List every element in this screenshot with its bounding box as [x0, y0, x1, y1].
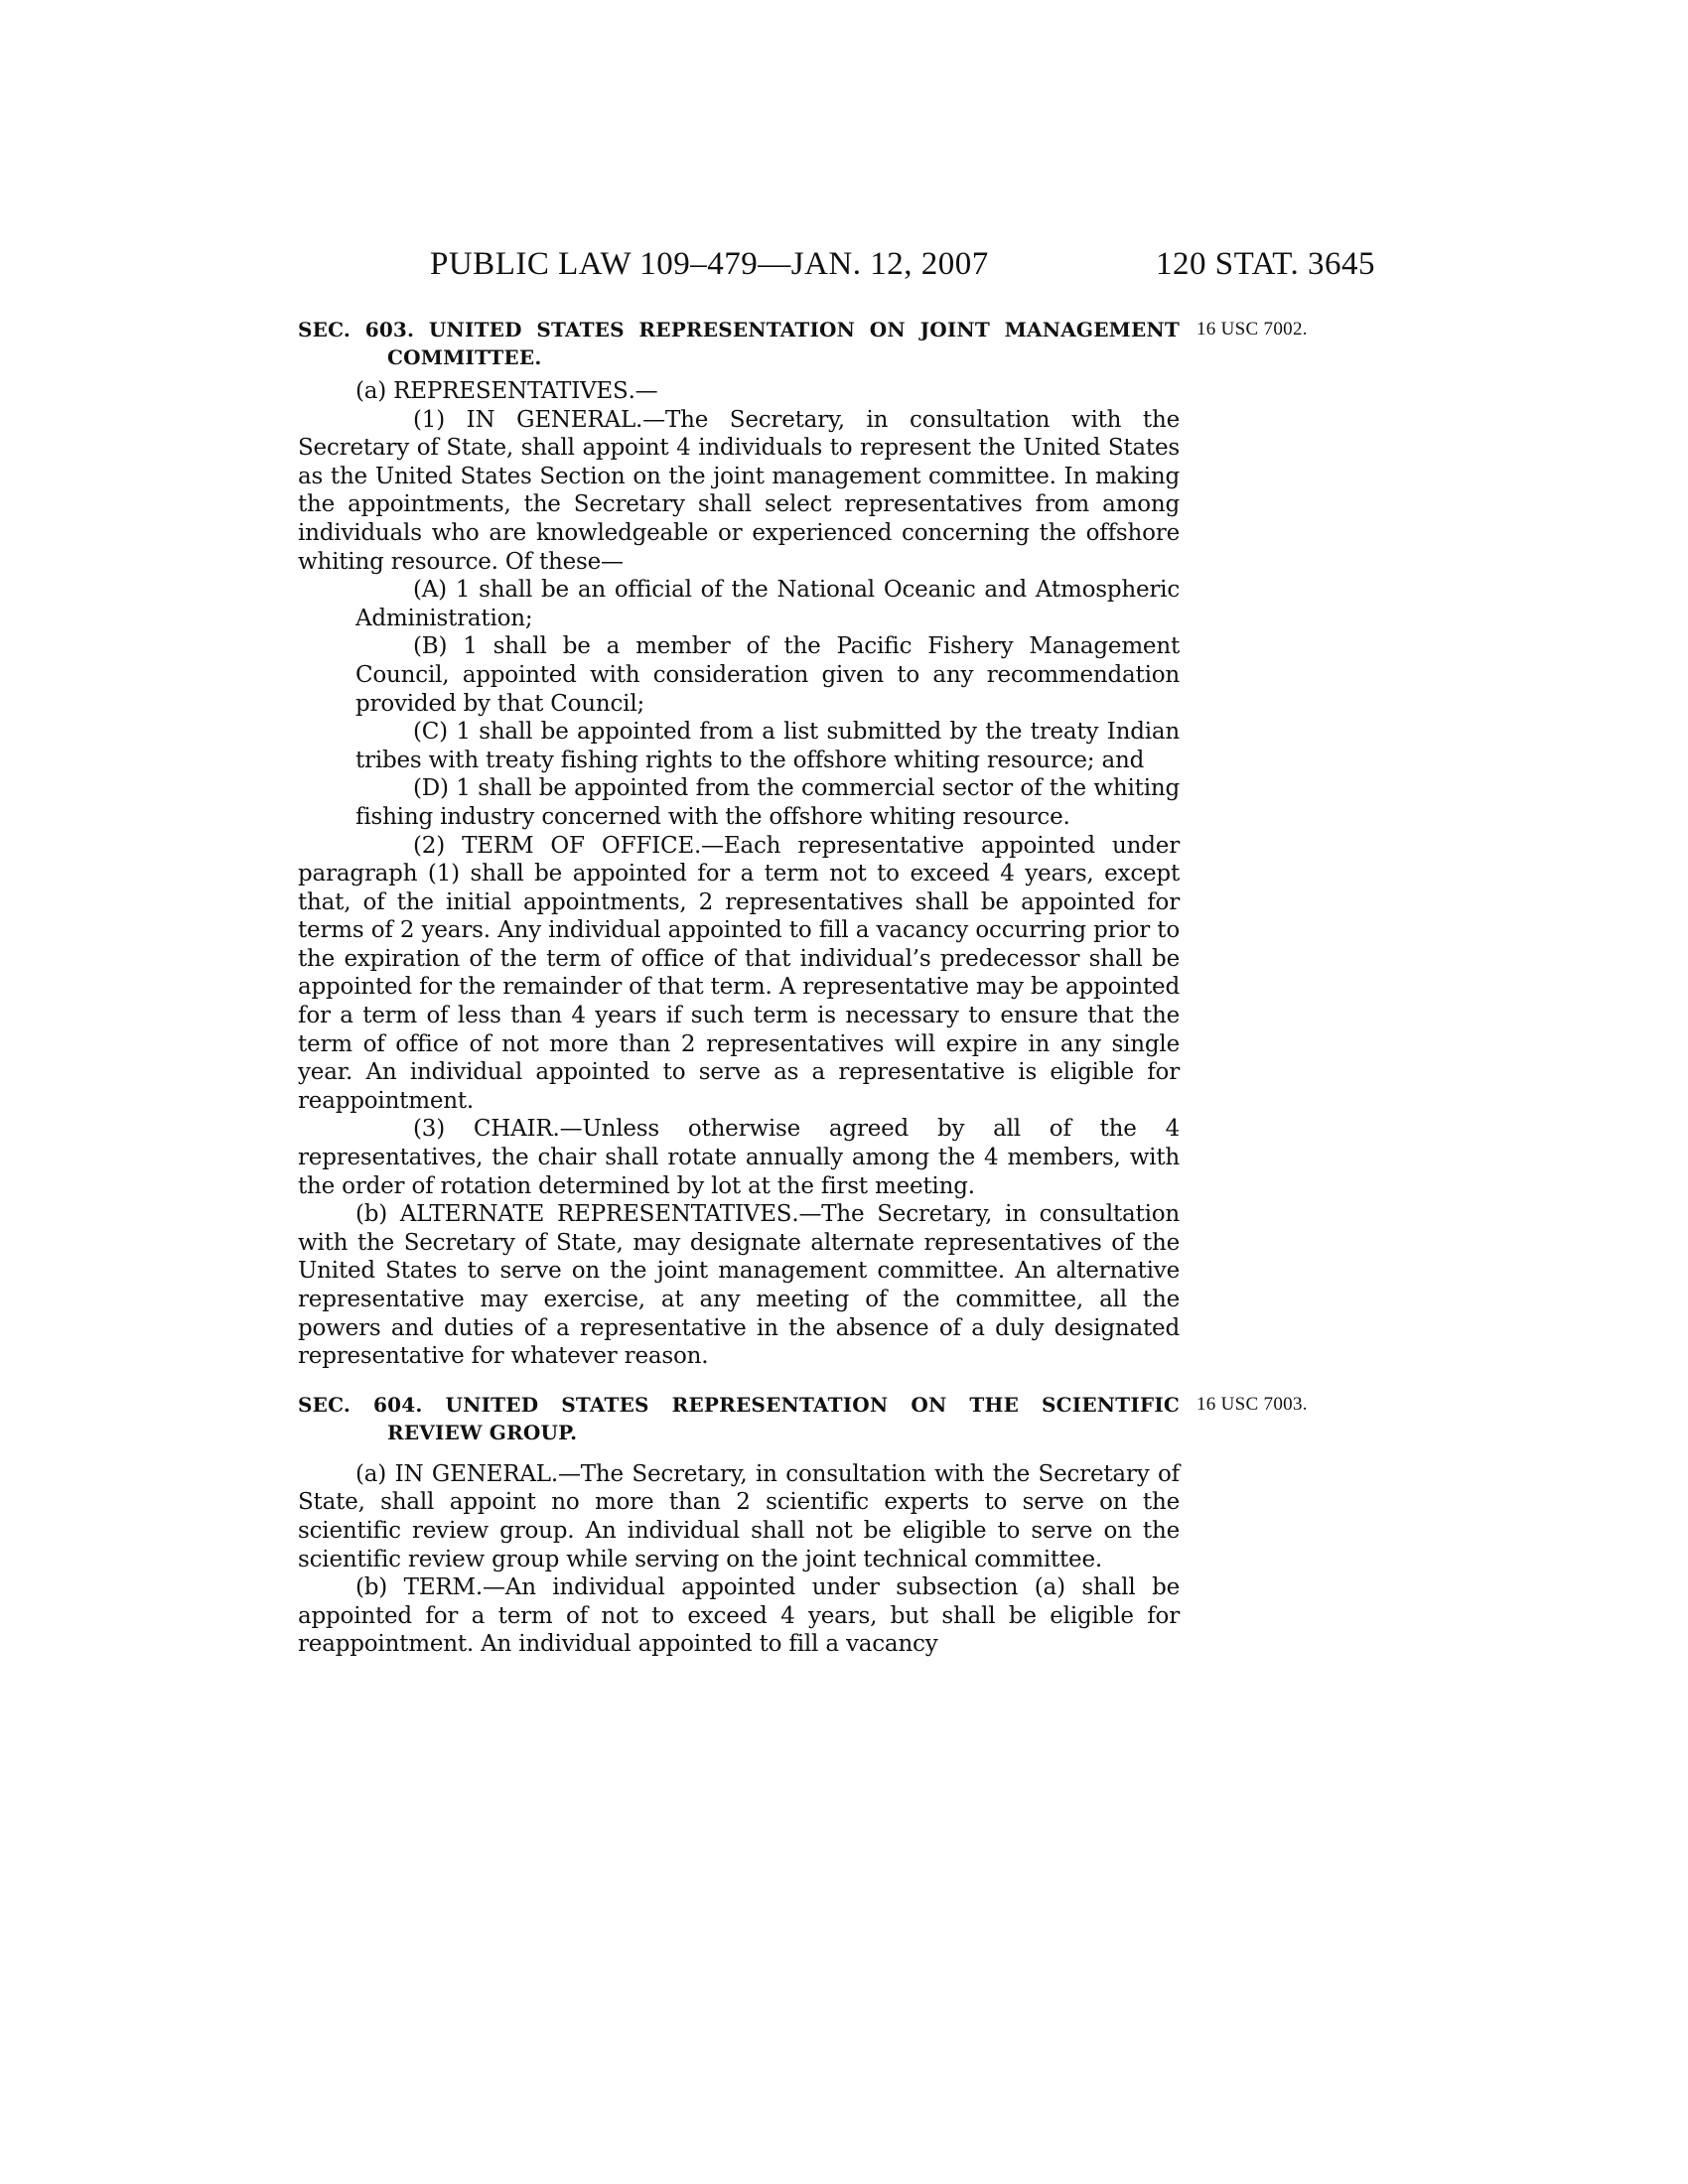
- section-604-margin-note: 16 USC 7003.: [1196, 1393, 1308, 1415]
- section-603-margin-note: 16 USC 7002.: [1196, 319, 1308, 340]
- item-a-noaa: (A) 1 shall be an official of the National Oceanic and Atmospheric Administration;: [355, 577, 1180, 631]
- item-c-tribes: (C) 1 shall be appointed from a list submitted by the treaty Indian tribes with treaty fishing rights to the offshore whiting resource; and: [355, 719, 1180, 773]
- header-public-law: PUBLIC LAW 109–479—JAN. 12, 2007: [430, 246, 989, 282]
- document-body: [298, 316, 1308, 1659]
- paragraph-1-in-general: (1) IN GENERAL.—The Secretary, in consultation with the Secretary of State, shall appoint 4 individuals to represent the United States as the United States Section on the joint management committee. In making the appointments, the Secretary shall select representatives from among individuals who are knowledgeable or experienced concerning the offshore whiting resource. Of these—: [298, 406, 1180, 575]
- item-d-commercial-sector: (D) 1 shall be appointed from the commercial sector of the whiting fishing industry concerned with the offshore whiting resource.: [355, 775, 1180, 830]
- subsection-a-in-general: (a) IN GENERAL.—The Secretary, in consultation with the Secretary of State, shall appoint no more than 2 scientific experts to serve on the scientific review group. An individual shall not be eligible to serve on the scientific review group while serving on the joint technical committee.: [298, 1460, 1180, 1572]
- subsection-b-term: (b) TERM.—An individual appointed under subsection (a) shall be appointed for a term of not to exceed 4 years, but shall be eligible for reappointment. An individual appointed to fill a vacancy: [298, 1574, 1181, 1658]
- paragraph-2-term-of-office: (2) TERM OF OFFICE.—Each representative appointed under paragraph (1) shall be appointed for a term not to exceed 4 years, except that, of the initial appointments, 2 representatives shall be appointed for terms of 2 years. Any individual appointed to fill a vacancy occurring prior to the expiration of the term of office of that individual’s predecessor shall be appointed for the remainder of that term. A representative may be appointed for a term of less than 4 years if such term is necessary to ensure that the term of office of not more than 2 representatives will expire in any single year. An individual appointed to serve as a representative is eligible for reappointment.: [298, 832, 1181, 1114]
- section-604: [298, 1391, 1308, 1659]
- paragraph-3-chair: (3) CHAIR.—Unless otherwise agreed by all of the 4 representatives, the chair shall rotate annually among the 4 members, with the order of rotation determined by lot at the first meeting.: [298, 1116, 1180, 1199]
- header-stat-page: 120 STAT. 3645: [1155, 246, 1375, 282]
- subsection-b-alternate-representatives: (b) ALTERNATE REPRESENTATIVES.—The Secretary, in consultation with the Secretary of State, may designate alternate representatives of the United States to serve on the joint management committee. An alternative representative may exercise, at any meeting of the committee, all the powers and duties of a representative in the absence of a duly designated representative for whatever reason.: [298, 1201, 1181, 1370]
- section-603-heading: SEC. 603. UNITED STATES REPRESENTATION ON JOINT MANAGEMENT: [298, 318, 1180, 341]
- section-603: [298, 316, 1308, 1371]
- section-604-heading: SEC. 604. UNITED STATES REPRESENTATION ON THE SCIENTIFIC: [298, 1392, 1180, 1417]
- item-b-pacific-council: (B) 1 shall be a member of the Pacific Fishery Management Council, appointed with consideration given to any recommendation provided by that Council;: [355, 633, 1180, 717]
- section-603-heading-end: COMMITTEE.: [387, 345, 542, 369]
- section-604-heading-end: REVIEW GROUP.: [387, 1420, 578, 1444]
- subsection-a-heading: (a) REPRESENTATIVES.—: [355, 378, 658, 404]
